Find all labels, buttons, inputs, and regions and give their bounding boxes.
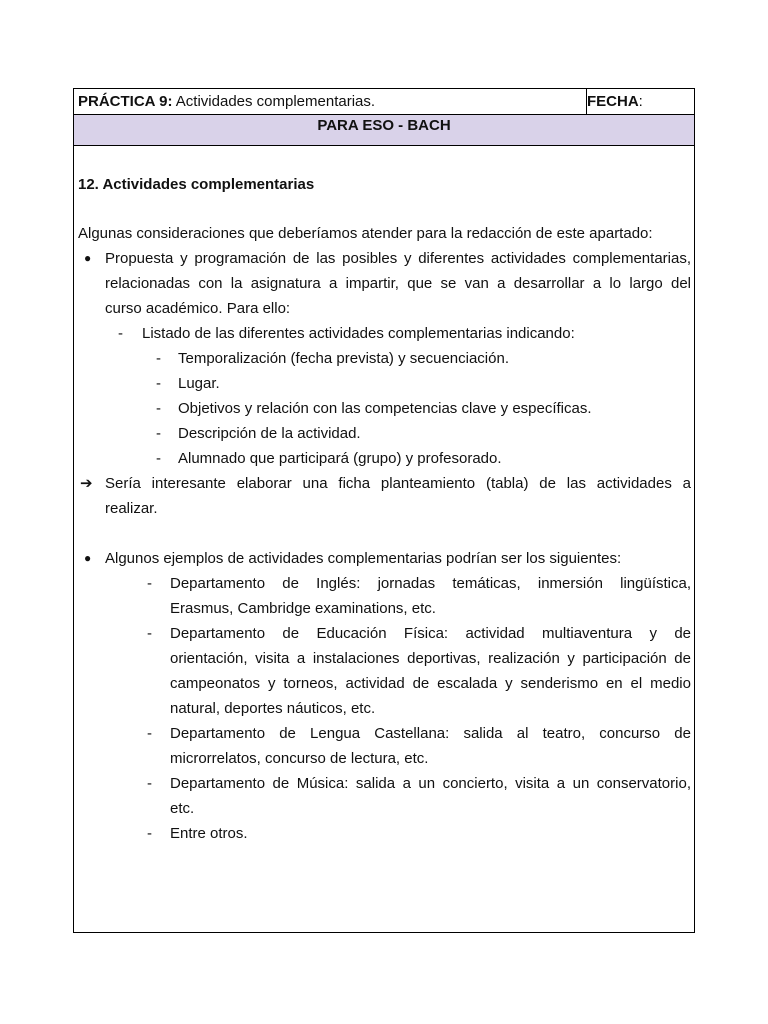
example-line: natural, deportes náuticos, etc. — [170, 700, 376, 717]
header-row — [74, 89, 694, 115]
practice-title-cell — [74, 89, 587, 114]
sub-sub-item: Alumnado que participará (grupo) y profesorado. — [178, 450, 502, 467]
date-cell — [583, 89, 698, 114]
dash-marker: - — [147, 775, 152, 792]
date-label: FECHA — [587, 93, 639, 110]
example-line: Departamento de Inglés: jornadas temáticas, inmersión lingüística, — [170, 575, 691, 592]
arrow-line: realizar. — [105, 500, 158, 517]
bullet1-line: curso académico. Para ello: — [105, 300, 291, 317]
dash-marker: - — [156, 375, 161, 392]
example-line: Entre otros. — [170, 825, 248, 842]
example-line: campeonatos y torneos, actividad de escalada y senderismo en el medio — [170, 675, 691, 692]
dash-marker: - — [118, 325, 123, 342]
dash-marker: - — [156, 400, 161, 417]
bullet-marker: ● — [84, 251, 92, 265]
practice-sheet — [73, 88, 695, 933]
sub-item: Listado de las diferentes actividades complementarias indicando: — [142, 325, 575, 342]
sub-sub-item: Objetivos y relación con las competencias clave y específicas. — [178, 400, 592, 417]
bullet1-line: Propuesta y programación de las posibles y diferentes actividades complementarias, — [105, 250, 691, 267]
dash-marker: - — [147, 725, 152, 742]
dash-marker: - — [156, 350, 161, 367]
dash-marker: - — [147, 825, 152, 842]
arrow-icon: ➔ — [80, 475, 93, 492]
example-line: microrrelatos, concurso de lectura, etc. — [170, 750, 429, 767]
dash-marker: - — [147, 575, 152, 592]
example-line: Departamento de Educación Física: actividad multiaventura y de — [170, 625, 691, 642]
sub-sub-item: Descripción de la actividad. — [178, 425, 361, 442]
example-line: Departamento de Lengua Castellana: salida al teatro, concurso de — [170, 725, 691, 742]
section-heading: 12. Actividades complementarias — [78, 176, 315, 193]
sub-sub-item: Lugar. — [178, 375, 220, 392]
dash-marker: - — [156, 425, 161, 442]
practice-title: Actividades complementarias. — [175, 93, 376, 110]
dash-marker: - — [156, 450, 161, 467]
dash-marker: - — [147, 625, 152, 642]
example-line: Erasmus, Cambridge examinations, etc. — [170, 600, 436, 617]
bullet2-text: Algunos ejemplos de actividades complementarias podrían ser los siguientes: — [105, 550, 622, 567]
intro-text: Algunas consideraciones que deberíamos atender para la redacción de este apartado: — [78, 225, 653, 242]
date-colon: : — [638, 93, 643, 110]
arrow-line: Sería interesante elaborar una ficha planteamiento (tabla) de las actividades a — [105, 475, 691, 492]
example-line: etc. — [170, 800, 195, 817]
bullet-marker: ● — [84, 551, 92, 565]
subtitle: PARA ESO - BACH — [317, 117, 451, 134]
practice-label: PRÁCTICA 9: — [78, 93, 173, 110]
example-line: Departamento de Música: salida a un concierto, visita a un conservatorio, — [170, 775, 691, 792]
example-line: orientación, visita a instalaciones deportivas, realización y participación de — [170, 650, 691, 667]
bullet1-line: relacionadas con la asignatura a impartir, que se van a desarrollar a lo largo del — [105, 275, 691, 292]
sub-sub-item: Temporalización (fecha prevista) y secuenciación. — [178, 350, 509, 367]
subtitle-row — [74, 115, 694, 146]
